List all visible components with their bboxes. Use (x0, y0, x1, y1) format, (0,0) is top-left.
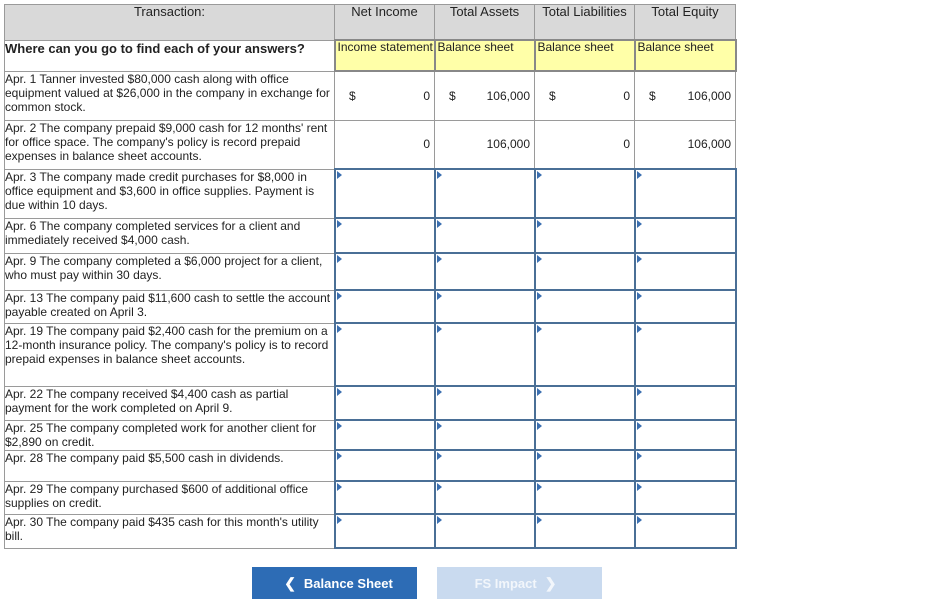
next-button-label: FS Impact (474, 575, 537, 591)
source-total-assets-select[interactable]: Balance sheet (435, 40, 535, 71)
transaction-row (5, 290, 736, 323)
source-question: Where can you go to find each of your answers? (5, 40, 335, 71)
transaction-row (5, 514, 736, 548)
input-total-liabilities[interactable] (535, 169, 635, 218)
amount: 0 (423, 88, 430, 103)
source-net-income-select[interactable]: Income statement (335, 40, 435, 71)
transaction-description: Apr. 22 The company received $4,400 cash as partial payment for the work completed on April 9. (5, 386, 335, 420)
transaction-row (5, 169, 736, 218)
input-total-liabilities[interactable] (535, 218, 635, 253)
transaction-description: Apr. 30 The company paid $435 cash for this month's utility bill. (5, 514, 335, 548)
amount: 106,000 (486, 137, 530, 152)
header-total-liabilities: Total Liabilities (535, 5, 635, 41)
transaction-description: Apr. 1 Tanner invested $80,000 cash along with office equipment valued at $26,000 in the company in exchange for common stock. (5, 71, 335, 120)
value-total-equity (635, 71, 736, 120)
source-row (5, 40, 736, 71)
input-total-assets[interactable] (435, 420, 535, 450)
transaction-description: Apr. 25 The company completed work for another client for $2,890 on credit. (5, 420, 335, 450)
currency-symbol: $ (449, 88, 456, 103)
transaction-row (5, 71, 736, 120)
input-net-income[interactable] (335, 420, 435, 450)
input-total-liabilities[interactable] (535, 420, 635, 450)
input-total-liabilities[interactable] (535, 323, 635, 386)
input-total-assets[interactable] (435, 253, 535, 290)
input-net-income[interactable] (335, 169, 435, 218)
chevron-left-icon: ❮ (284, 574, 296, 591)
input-total-equity[interactable] (635, 290, 736, 323)
value-total-liabilities (535, 71, 635, 120)
input-total-equity[interactable] (635, 253, 736, 290)
input-total-liabilities[interactable] (535, 386, 635, 420)
transaction-description: Apr. 13 The company paid $11,600 cash to settle the account payable created on April 3. (5, 290, 335, 323)
prev-button-label: Balance Sheet (303, 575, 393, 591)
amount: 106,000 (486, 88, 530, 103)
input-total-equity[interactable] (635, 481, 736, 514)
header-net-income: Net Income (335, 5, 435, 41)
currency-symbol: $ (549, 88, 556, 103)
currency-symbol: $ (649, 88, 656, 103)
input-total-liabilities[interactable] (535, 253, 635, 290)
input-total-assets[interactable] (435, 218, 535, 253)
input-total-liabilities[interactable] (535, 481, 635, 514)
input-total-assets[interactable] (435, 290, 535, 323)
input-total-assets[interactable] (435, 169, 535, 218)
fs-impact-next-button[interactable] (437, 567, 602, 599)
input-net-income[interactable] (335, 253, 435, 290)
input-total-assets[interactable] (435, 386, 535, 420)
input-total-equity[interactable] (635, 218, 736, 253)
source-total-liabilities-select[interactable]: Balance sheet (535, 40, 635, 71)
input-net-income[interactable] (335, 450, 435, 481)
input-net-income[interactable] (335, 323, 435, 386)
input-total-liabilities[interactable] (535, 514, 635, 548)
transaction-row (5, 120, 736, 169)
value-total-assets (435, 71, 535, 120)
transaction-description: Apr. 19 The company paid $2,400 cash for the premium on a 12-month insurance policy. The company's policy is to record prepaid expenses in balance sheet accounts. (5, 323, 335, 386)
balance-sheet-prev-button[interactable] (252, 567, 417, 599)
transaction-row (5, 253, 736, 290)
input-net-income[interactable] (335, 514, 435, 548)
amount: 0 (423, 137, 430, 152)
amount: 0 (623, 88, 630, 103)
input-net-income[interactable] (335, 481, 435, 514)
input-net-income[interactable] (335, 386, 435, 420)
fs-impact-table (4, 4, 737, 549)
transaction-description: Apr. 9 The company completed a $6,000 project for a client, who must pay within 30 days. (5, 253, 335, 290)
amount: 106,000 (687, 88, 731, 103)
transaction-description: Apr. 28 The company paid $5,500 cash in dividends. (5, 450, 335, 481)
input-total-equity[interactable] (635, 169, 736, 218)
input-total-assets[interactable] (435, 450, 535, 481)
input-total-equity[interactable] (635, 514, 736, 548)
input-net-income[interactable] (335, 290, 435, 323)
transaction-row (5, 420, 736, 450)
source-total-equity-select[interactable]: Balance sheet (635, 40, 736, 71)
transaction-row (5, 450, 736, 481)
transaction-row (5, 481, 736, 514)
input-total-equity[interactable] (635, 386, 736, 420)
transaction-description: Apr. 29 The company purchased $600 of additional office supplies on credit. (5, 481, 335, 514)
header-transaction: Transaction: (5, 5, 335, 41)
transaction-row (5, 218, 736, 253)
amount: 106,000 (687, 137, 731, 152)
header-row (5, 5, 736, 41)
input-total-equity[interactable] (635, 450, 736, 481)
input-total-assets[interactable] (435, 514, 535, 548)
input-total-assets[interactable] (435, 481, 535, 514)
amount: 0 (623, 137, 630, 152)
input-total-liabilities[interactable] (535, 450, 635, 481)
chevron-right-icon: ❯ (544, 574, 557, 591)
transaction-description: Apr. 2 The company prepaid $9,000 cash for 12 months' rent for office space. The company's policy is record prepaid expenses in balance sheet accounts. (5, 120, 335, 169)
input-net-income[interactable] (335, 218, 435, 253)
input-total-equity[interactable] (635, 420, 736, 450)
input-total-equity[interactable] (635, 323, 736, 386)
value-net-income (335, 120, 435, 169)
value-net-income (335, 71, 435, 120)
transaction-description: Apr. 6 The company completed services for a client and immediately received $4,000 cash. (5, 218, 335, 253)
transaction-description: Apr. 3 The company made credit purchases for $8,000 in office equipment and $3,600 in office supplies. Payment is due within 10 days. (5, 169, 335, 218)
input-total-liabilities[interactable] (535, 290, 635, 323)
currency-symbol: $ (349, 88, 356, 103)
header-total-assets: Total Assets (435, 5, 535, 41)
header-total-equity: Total Equity (635, 5, 736, 41)
transaction-row (5, 323, 736, 386)
value-total-liabilities (535, 120, 635, 169)
transaction-row (5, 386, 736, 420)
value-total-assets (435, 120, 535, 169)
value-total-equity (635, 120, 736, 169)
input-total-assets[interactable] (435, 323, 535, 386)
